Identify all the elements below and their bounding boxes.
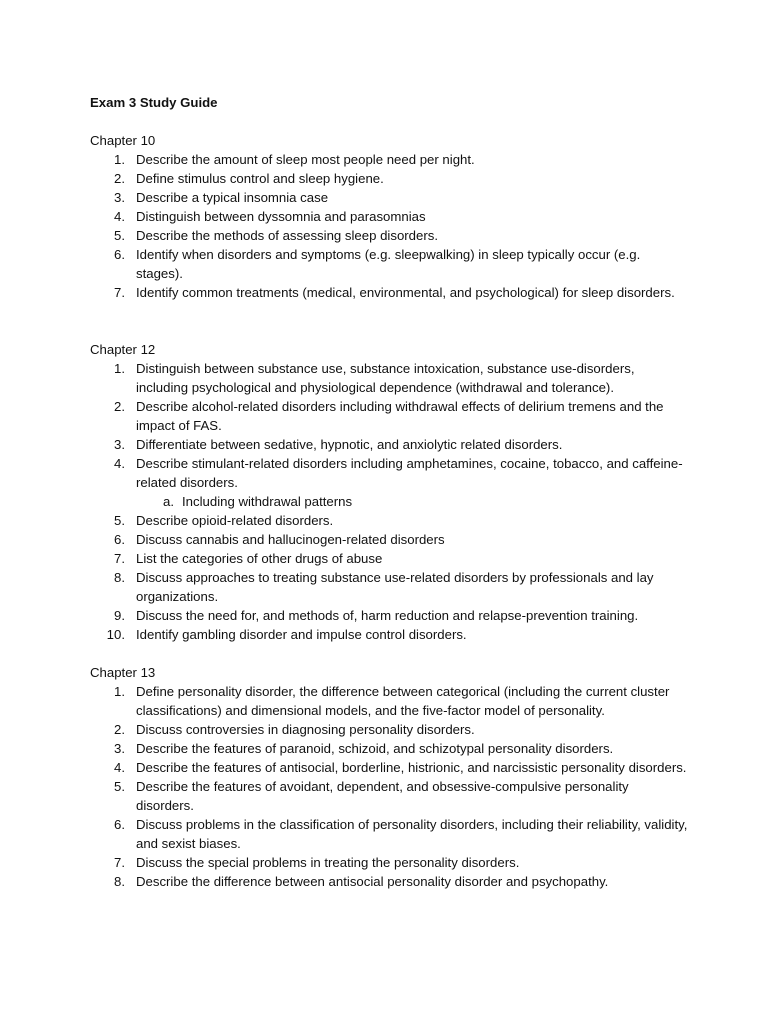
- chapter-section: [90, 131, 690, 302]
- list-item-text: Describe the features of paranoid, schizoid, and schizotypal personality disorders.: [136, 741, 614, 756]
- list-item: [90, 454, 690, 511]
- list-item-number: 4.: [114, 760, 125, 775]
- sub-list-item: [136, 492, 690, 511]
- list-item-number: 6.: [114, 532, 125, 547]
- list-item-text: Identify common treatments (medical, environmental, and psychological) for sleep disorders.: [136, 285, 675, 300]
- list-item: [90, 606, 690, 625]
- list-item-text: Describe opioid-related disorders.: [136, 513, 334, 528]
- list-item-text: Discuss controversies in diagnosing personality disorders.: [136, 722, 475, 737]
- list-item: [90, 169, 690, 188]
- list-item-text: Differentiate between sedative, hypnotic, and anxiolytic related disorders.: [136, 437, 563, 452]
- list-item-text: List the categories of other drugs of abuse: [136, 551, 383, 566]
- list-item: [90, 150, 690, 169]
- list-item-number: 10.: [106, 627, 125, 642]
- list-item: [90, 568, 690, 606]
- list-item-text: Discuss the special problems in treating the personality disorders.: [136, 855, 520, 870]
- list-item: [90, 625, 690, 644]
- list-item: [90, 853, 690, 872]
- list-item-text: Identify when disorders and symptoms (e.g. sleepwalking) in sleep typically occur (e.g. stages).: [136, 247, 641, 281]
- list-item: [90, 397, 690, 435]
- list-item: [90, 435, 690, 454]
- list-item-number: 2.: [114, 171, 125, 186]
- list-item-text: Describe the features of antisocial, borderline, histrionic, and narcissistic personality disorders.: [136, 760, 687, 775]
- list-item-text: Describe a typical insomnia case: [136, 190, 329, 205]
- list-item-text: Describe the methods of assessing sleep disorders.: [136, 228, 438, 243]
- chapter-item-list: [90, 682, 690, 891]
- list-item-number: 4.: [114, 456, 125, 471]
- sub-list-item-letter: a.: [163, 494, 174, 509]
- list-item-text: Describe stimulant-related disorders including amphetamines, cocaine, tobacco, and caffeine-related disorders.: [136, 456, 683, 490]
- list-item-number: 2.: [114, 399, 125, 414]
- list-item-text: Describe the difference between antisocial personality disorder and psychopathy.: [136, 874, 609, 889]
- list-item-number: 1.: [114, 684, 125, 699]
- list-item-number: 5.: [114, 513, 125, 528]
- list-item-number: 1.: [114, 152, 125, 167]
- list-item: [90, 872, 690, 891]
- list-item: [90, 549, 690, 568]
- chapter-section: [90, 663, 690, 891]
- document-title: Exam 3 Study Guide: [90, 95, 218, 110]
- list-item-text: Distinguish between substance use, substance intoxication, substance use-disorders, including psychological and physiological dependence (withdrawal and tolerance).: [136, 361, 635, 395]
- list-item: [90, 226, 690, 245]
- list-item: [90, 758, 690, 777]
- list-item-number: 3.: [114, 190, 125, 205]
- list-item: [90, 188, 690, 207]
- chapter-list: [90, 131, 690, 891]
- chapter-item-list: [90, 150, 690, 302]
- list-item-text: Discuss problems in the classification of personality disorders, including their reliability, validity, and sexist biases.: [136, 817, 688, 851]
- list-item: [90, 720, 690, 739]
- list-item-text: Discuss the need for, and methods of, harm reduction and relapse-prevention training.: [136, 608, 639, 623]
- list-item-number: 2.: [114, 722, 125, 737]
- chapter-heading: Chapter 13: [90, 665, 156, 680]
- list-item-number: 1.: [114, 361, 125, 376]
- list-item-number: 5.: [114, 228, 125, 243]
- list-item-number: 3.: [114, 437, 125, 452]
- list-item-text: Describe the features of avoidant, dependent, and obsessive-compulsive personality disorders.: [136, 779, 629, 813]
- list-item-number: 8.: [114, 874, 125, 889]
- list-item-number: 3.: [114, 741, 125, 756]
- list-item-text: Distinguish between dyssomnia and parasomnias: [136, 209, 426, 224]
- list-item-number: 7.: [114, 285, 125, 300]
- list-item-number: 5.: [114, 779, 125, 794]
- list-item: [90, 245, 690, 283]
- list-item: [90, 682, 690, 720]
- document-page: [90, 93, 690, 891]
- list-item-number: 7.: [114, 551, 125, 566]
- list-item: [90, 815, 690, 853]
- list-item: [90, 283, 690, 302]
- list-item-text: Define stimulus control and sleep hygiene.: [136, 171, 384, 186]
- list-item-text: Discuss cannabis and hallucinogen-related disorders: [136, 532, 445, 547]
- list-item: [90, 359, 690, 397]
- list-item-number: 6.: [114, 247, 125, 262]
- chapter-item-list: [90, 359, 690, 644]
- list-item-number: 4.: [114, 209, 125, 224]
- list-item-text: Discuss approaches to treating substance use-related disorders by professionals and lay organizations.: [136, 570, 654, 604]
- list-item: [90, 777, 690, 815]
- list-item: [90, 530, 690, 549]
- chapter-heading: Chapter 10: [90, 133, 156, 148]
- list-item-text: Describe alcohol-related disorders including withdrawal effects of delirium tremens and the impact of FAS.: [136, 399, 664, 433]
- chapter-heading: Chapter 12: [90, 342, 156, 357]
- list-item-number: 8.: [114, 570, 125, 585]
- list-item: [90, 207, 690, 226]
- list-item-number: 9.: [114, 608, 125, 623]
- list-item: [90, 739, 690, 758]
- list-item-number: 6.: [114, 817, 125, 832]
- chapter-section: [90, 340, 690, 644]
- list-item: [90, 511, 690, 530]
- list-item-text: Define personality disorder, the difference between categorical (including the current cluster classifications) and dimensional models, and the five-factor model of personality.: [136, 684, 670, 718]
- list-item-text: Identify gambling disorder and impulse control disorders.: [136, 627, 467, 642]
- sub-item-list: [136, 492, 690, 511]
- sub-list-item-text: Including withdrawal patterns: [182, 494, 353, 509]
- list-item-text: Describe the amount of sleep most people need per night.: [136, 152, 475, 167]
- list-item-number: 7.: [114, 855, 125, 870]
